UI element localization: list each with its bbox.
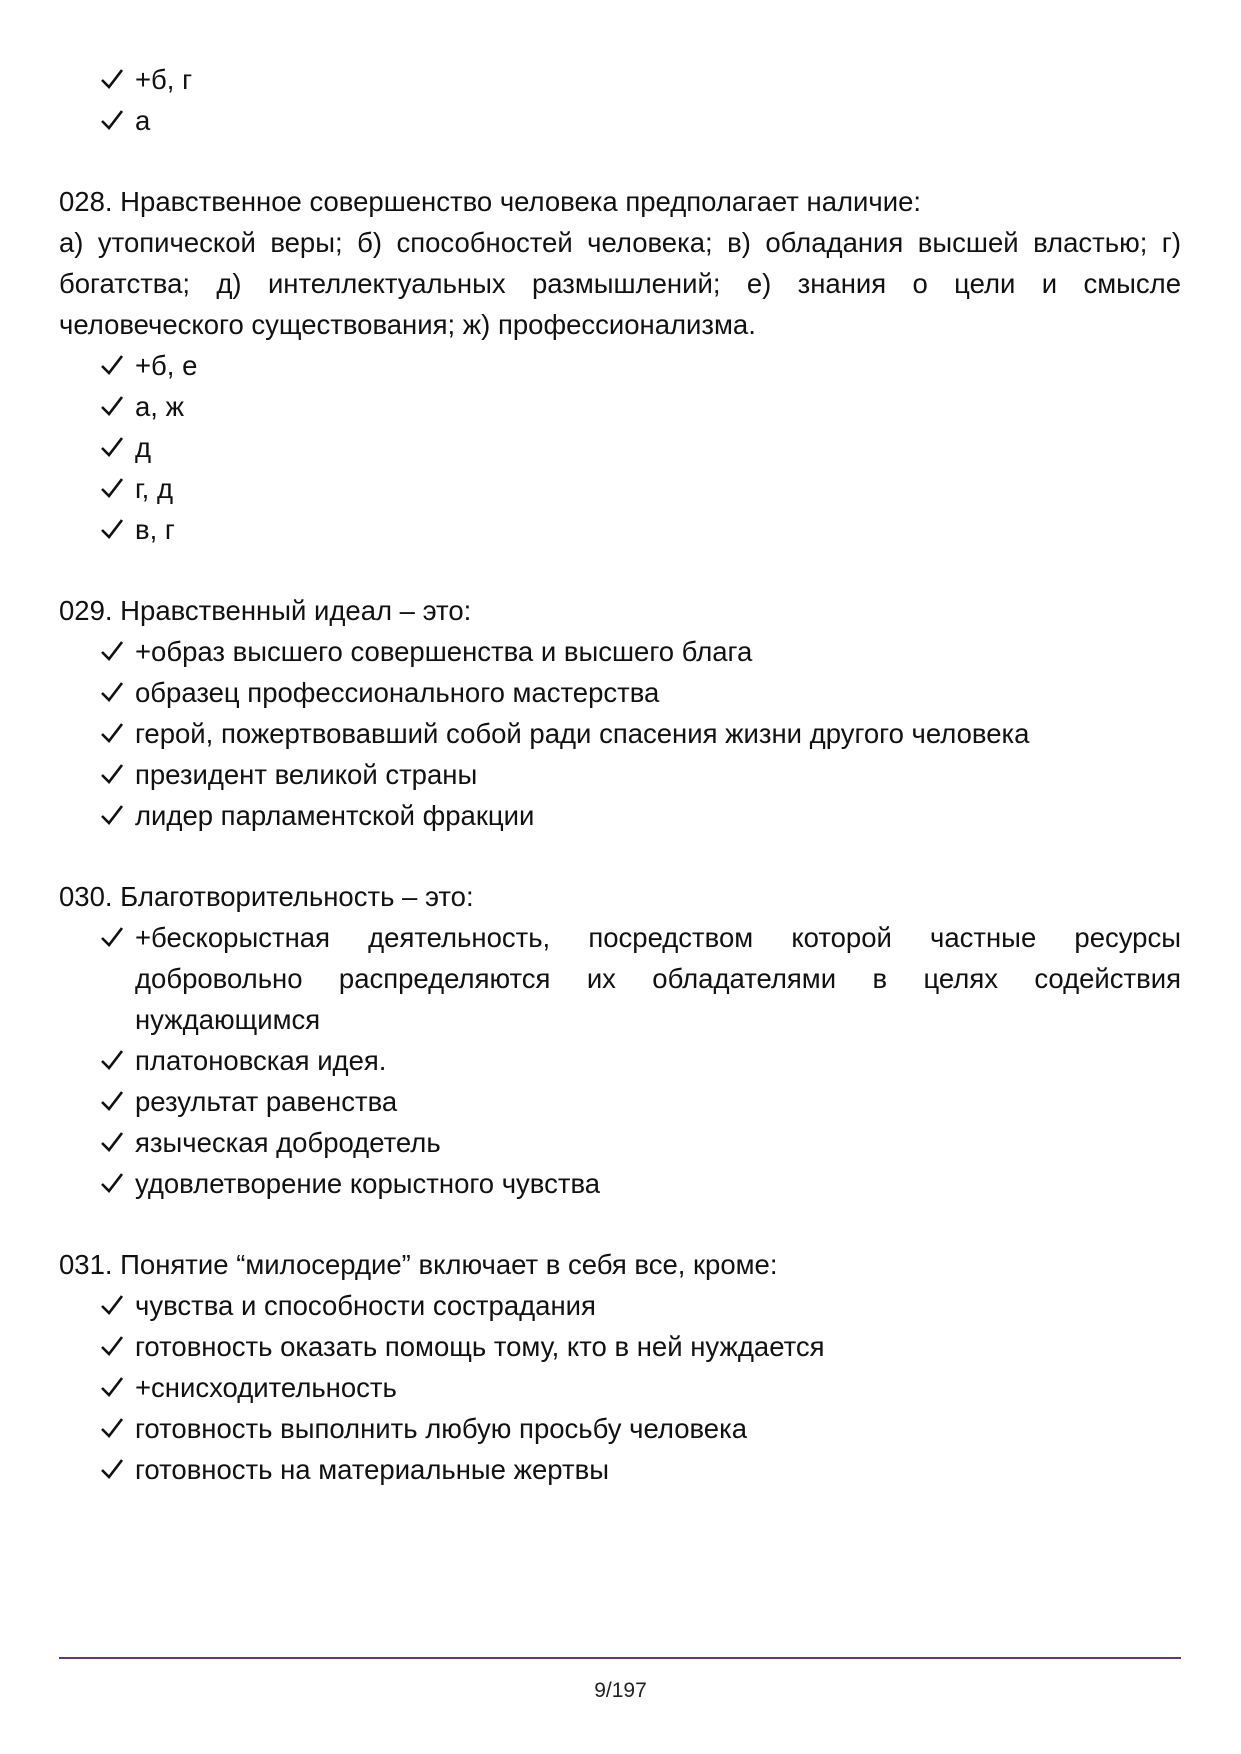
- check-icon: [99, 1367, 129, 1408]
- answer-item: [99, 917, 1181, 1040]
- answer-item: [99, 427, 1181, 468]
- check-icon: [99, 1326, 129, 1367]
- question-027-continued: [59, 59, 1181, 141]
- check-icon: [99, 631, 129, 672]
- answer-item: [99, 1163, 1181, 1204]
- answer-text: платоновская идея.: [135, 1045, 387, 1076]
- answer-item: [99, 631, 1181, 672]
- answer-text: +б, е: [135, 350, 198, 381]
- answer-item: [99, 59, 1181, 100]
- answer-text: +бескорыстная деятельность, посредством которой частные ресурсы добровольно распределяются их обладателями в целях содействия нуждающимся: [135, 922, 1181, 1035]
- answer-list: [59, 59, 1181, 141]
- check-icon: [99, 1449, 129, 1490]
- answer-text: г, д: [135, 473, 174, 504]
- check-icon: [99, 468, 129, 509]
- answer-text: а, ж: [135, 391, 184, 422]
- answer-text: лидер парламентской фракции: [135, 800, 535, 831]
- check-icon: [99, 386, 129, 427]
- answer-text: +образ высшего совершенства и высшего блага: [135, 636, 753, 667]
- answer-text: +снисходительность: [135, 1372, 397, 1403]
- answer-text: результат равенства: [135, 1086, 398, 1117]
- check-icon: [99, 917, 129, 958]
- check-icon: [99, 59, 129, 100]
- check-icon: [99, 1040, 129, 1081]
- answer-item: [99, 1040, 1181, 1081]
- answer-item: [99, 509, 1181, 550]
- answer-item: [99, 1326, 1181, 1367]
- answer-text: языческая добродетель: [135, 1127, 441, 1158]
- answer-item: [99, 1449, 1181, 1490]
- answer-list: [59, 1285, 1181, 1490]
- footer-divider: [59, 1657, 1181, 1659]
- answer-item: [99, 1367, 1181, 1408]
- answer-list: [59, 345, 1181, 550]
- check-icon: [99, 1163, 129, 1204]
- question-031: [59, 1244, 1181, 1490]
- question-title: 029. Нравственный идеал – это:: [59, 595, 472, 626]
- check-icon: [99, 1408, 129, 1449]
- answer-text: президент великой страны: [135, 759, 478, 790]
- answer-text: чувства и способности сострадания: [135, 1290, 596, 1321]
- question-title: 031. Понятие “милосердие” включает в себя все, кроме:: [59, 1249, 778, 1280]
- check-icon: [99, 100, 129, 141]
- question-title: 030. Благотворительность – это:: [59, 881, 474, 912]
- question-029: [59, 590, 1181, 836]
- check-icon: [99, 713, 129, 754]
- check-icon: [99, 754, 129, 795]
- answer-text: удовлетворение корыстного чувства: [135, 1168, 601, 1199]
- check-icon: [99, 509, 129, 550]
- answer-text: готовность выполнить любую просьбу человека: [135, 1413, 748, 1444]
- answer-item: [99, 713, 1181, 754]
- answer-text: а: [135, 105, 151, 136]
- answer-item: [99, 345, 1181, 386]
- question-030: [59, 876, 1181, 1204]
- answer-text: д: [135, 432, 152, 463]
- answer-item: [99, 672, 1181, 713]
- answer-text: герой, пожертвовавший собой ради спасения жизни другого человека: [135, 718, 1030, 749]
- answer-item: [99, 100, 1181, 141]
- check-icon: [99, 672, 129, 713]
- answer-item: [99, 1081, 1181, 1122]
- answer-list: [59, 917, 1181, 1204]
- question-028: [59, 181, 1181, 550]
- answer-text: +б, г: [135, 64, 193, 95]
- check-icon: [99, 795, 129, 836]
- answer-list: [59, 631, 1181, 836]
- check-icon: [99, 427, 129, 468]
- answer-text: готовность оказать помощь тому, кто в ней нуждается: [135, 1331, 825, 1362]
- check-icon: [99, 1081, 129, 1122]
- answer-item: [99, 1122, 1181, 1163]
- answer-item: [99, 754, 1181, 795]
- check-icon: [99, 1285, 129, 1326]
- answer-text: готовность на материальные жертвы: [135, 1454, 609, 1485]
- answer-item: [99, 1285, 1181, 1326]
- check-icon: [99, 345, 129, 386]
- answer-item: [99, 386, 1181, 427]
- answer-item: [99, 1408, 1181, 1449]
- page-number: 9/197: [594, 1679, 647, 1702]
- answer-item: [99, 468, 1181, 509]
- question-title: 028. Нравственное совершенство человека предполагает наличие:: [59, 186, 922, 217]
- answer-item: [99, 795, 1181, 836]
- answer-text: в, г: [135, 514, 175, 545]
- question-options: а) утопической веры; б) способностей человека; в) обладания высшей властью; г) богатства; д) интеллектуальных размышлений; е) знания о цели и смысле человеческого существования; ж) профессионализма.: [59, 227, 1181, 340]
- page-content: [59, 59, 1181, 1490]
- check-icon: [99, 1122, 129, 1163]
- answer-text: образец профессионального мастерства: [135, 677, 660, 708]
